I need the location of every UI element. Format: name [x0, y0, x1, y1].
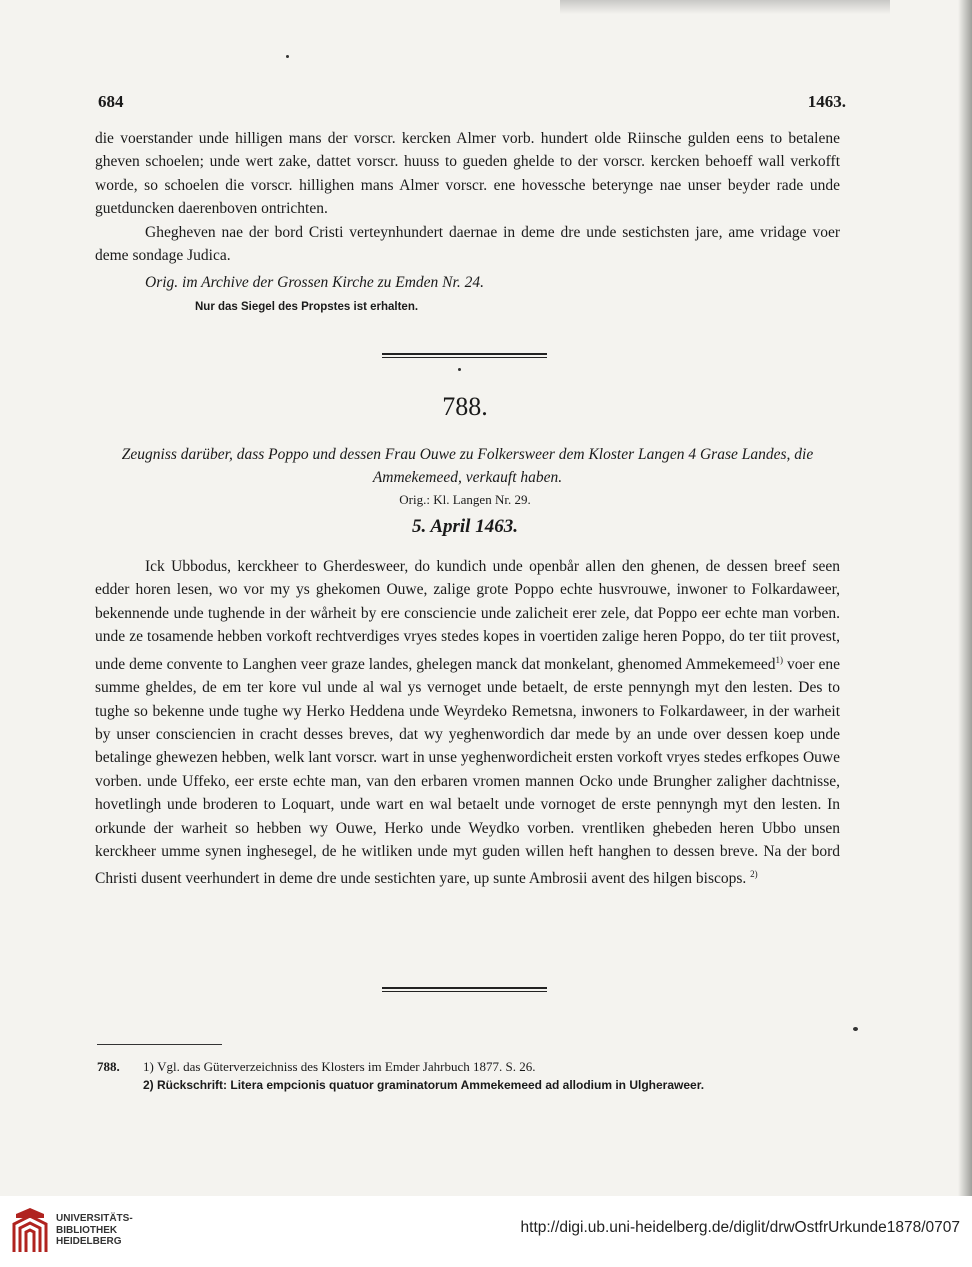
footnote-label: 788. — [97, 1059, 120, 1074]
document-body — [95, 555, 840, 891]
library-name-line: UNIVERSITÄTS- — [56, 1213, 133, 1224]
footnote-ref: 2) — [750, 869, 758, 880]
library-name-line: HEIDELBERG — [56, 1236, 122, 1247]
previous-document-ending — [95, 127, 840, 267]
document-number: 788. — [442, 392, 488, 421]
footnotes — [97, 1058, 857, 1094]
library-footer — [0, 1196, 972, 1267]
footnote — [97, 1058, 857, 1076]
scan-smudge — [560, 0, 890, 14]
original-reference: Orig.: Kl. Langen Nr. 29. — [399, 492, 531, 507]
source-note: Orig. im Archive der Grossen Kirche zu Emden Nr. 24. — [145, 274, 484, 291]
scan-speck — [286, 55, 289, 58]
text-part: Ick Ubbodus, kerckheer to Gherdesweer, do kundich unde openbår allen den ghenen, de dessen breef seen edder horen lesen, wo vor my ys ghekomen Ouwe, zalige grote Poppo echte husvrouwe, inwoner to Folkardaweer, bekennende unde tughende in der wårheit by ere consciencie unde zalicheit erer zele, dat Poppo eer echte man vorben. unde ze tosamende hebben vorkoft rechtverdiges vryes stedes kopes in voertiden zalige heren Poppo, do ter tiit provest, unde deme convente to Langhen veer graze landes, ghelegen manck dat monkelant, ghenomed Ammekemeed — [95, 558, 840, 673]
footnote-text: Vgl. das Güterverzeichniss des Klosters im Emder Jahrbuch 1877. S. 26. — [157, 1059, 536, 1074]
seal-note: Nur das Siegel des Propstes ist erhalten. — [195, 301, 419, 313]
running-year: 1463. — [807, 92, 846, 111]
dating-paragraph: Ghegheven nae der bord Cristi verteynhundert daernae in deme dre unde sestichsten jare, ame vridage voer deme sondage Judica. — [95, 223, 840, 265]
text-part: voer ene summe gheldes, de em ter kore vul unde al wal ys vernoget unde betaelt, de erste pennyngh myt den lesten. Des to tughe so bekenne unde tughe wy Herko Heddena unde Weyrdeko Remetsna, inwoners to Folkardaweer, in der warheit by unser consciencien in cracht desses breves, dat wy yeghenwordich dar mede by an unde over dessen koep unde betalinge ghewezen hebben, welk lant vorscr. wart in unse yeghenwordicheit ersten vorkoft vryes stedes erfkopes Ouwe vorben. unde Uffeko, eer erste echte man, van den erbaren vromen mannen Ocko unde Brungher zaligher dachtnisse, hovetlingh unde broderen to Loquart, unde wart en wal betaelt unde vornoget de erste pennyngh myt den lesten. In orkunde der warheit so hebben wy Ouwe, Herko unde Weydko vorben. vrentliken ghebeden heren Ubbo unsen kerckheer umme synen inghesegel, de he witliken unde myt guden willen heft hanghen to dessen breve. Na der bord Christi dusent veerhundert in deme dre unde sestichten yare, up sunte Ambrosii avent des hilgen biscops. — [95, 655, 840, 888]
footnote-ref: 1) — [775, 654, 784, 665]
footnote — [97, 1076, 857, 1094]
document-text — [95, 555, 840, 891]
footnote-text: Rückschrift: Litera empcionis quatuor graminatorum Ammekemeed ad allodium in Ulgheraweer. — [157, 1078, 705, 1092]
document-date: 5. April 1463. — [412, 516, 518, 537]
footnote-mark: 1) — [143, 1059, 154, 1074]
section-divider — [382, 353, 547, 358]
page-edge-shadow — [958, 0, 972, 1196]
scan-speck — [853, 1027, 858, 1031]
section-divider — [382, 987, 547, 992]
footnote-rule — [97, 1044, 222, 1045]
paragraph: die voerstander unde hilligen mans der vorscr. kercken Almer vorb. hundert olde Riinsche gulden eens to betalene gheven schoelen; unde wert zake, dattet vorscr. huuss to gueden ghelde to der vorscr. kercken behoeff wall verkofft worde, so schoelen die vorscr. hillighen mans Almer vorscr. ene hovessche beterynge nae unser beyder rade unde guetduncken daerenboven ontrichten. — [95, 130, 840, 218]
library-name — [56, 1213, 133, 1248]
scan-speck — [458, 368, 461, 371]
university-library-logo-icon — [12, 1206, 48, 1256]
footnote-mark: 2) — [143, 1078, 154, 1092]
page-number: 684 — [98, 92, 124, 111]
permalink-url[interactable]: http://digi.ub.uni-heidelberg.de/diglit/drwOstfrUrkunde1878/0707 — [520, 1219, 960, 1236]
running-head — [98, 92, 846, 112]
document-summary-heading: Zeugniss darüber, dass Poppo und dessen Frau Ouwe zu Folkersweer dem Kloster Langen 4 Grase Landes, die Ammekemeed, verkauft haben. — [121, 446, 814, 486]
library-name-line: BIBLIOTHEK — [56, 1224, 118, 1236]
